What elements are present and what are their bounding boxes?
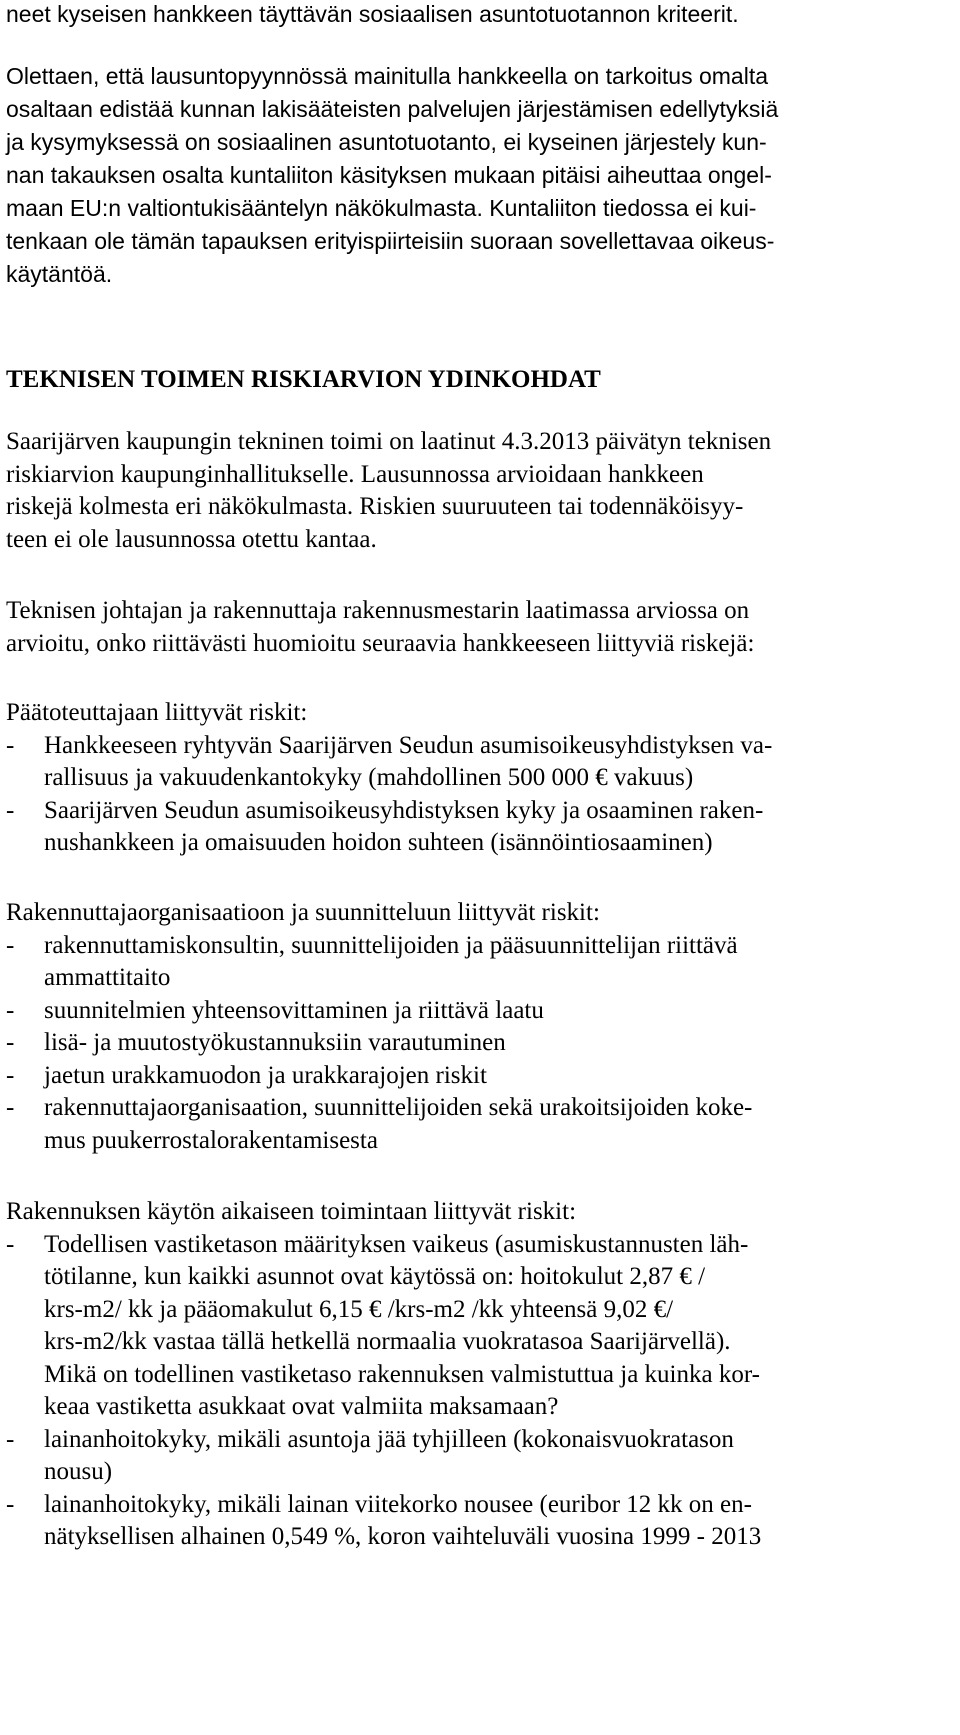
text-line: tötilanne, kun kaikki asunnot ovat käytössä on: hoitokulut 2,87 € / — [44, 1263, 706, 1290]
text-line: riskejä kolmesta eri näkökulmasta. Riskien suuruuteen tai todennäköisyy- — [6, 493, 744, 520]
text-line: Saarijärven kaupungin tekninen toimi on laatinut 4.3.2013 päivätyn teknisen — [6, 428, 772, 455]
list-dash: - — [6, 931, 15, 959]
text-line: lisä- ja muutostyökustannuksiin varautuminen — [44, 1029, 506, 1056]
text-line: riskiarvion kaupunginhallitukselle. Lausunnossa arvioidaan hankkeen — [6, 460, 704, 488]
text-line: teen ei ole lausunnossa otettu kantaa. — [6, 525, 377, 553]
text-line: jaetun urakkamuodon ja urakkarajojen riskit — [44, 1061, 487, 1089]
list-dash: - — [6, 1094, 15, 1121]
section-title: Rakennuttajaorganisaatioon ja suunnitteluun liittyvät riskit: — [6, 899, 600, 926]
list-item — [6, 1489, 946, 1554]
text-line: krs-m2/kk vastaa tällä hetkellä normaalia vuokratasoa Saarijärvellä). — [44, 1328, 731, 1355]
list-item — [6, 1060, 946, 1093]
list-dash: - — [6, 1230, 15, 1258]
text-line: lainanhoitokyky, mikäli asuntoja jää tyhjilleen (kokonaisvuokratason — [44, 1425, 734, 1453]
list-item — [6, 1092, 946, 1157]
intro-fragment — [6, 0, 946, 31]
text-line: käytäntöä. — [6, 261, 113, 287]
list-item — [6, 1027, 946, 1060]
paragraph-arvio — [6, 595, 946, 660]
list-item — [6, 730, 946, 795]
text-line: rakennuttajaorganisaation, suunnittelijoiden sekä urakoitsijoiden koke- — [44, 1094, 753, 1121]
text-line: Saarijärven Seudun asumisoikeusyhdistyksen kyky ja osaaminen raken- — [44, 796, 764, 824]
section-title: Rakennuksen käytön aikaiseen toimintaan liittyvät riskit: — [6, 1198, 577, 1225]
text-line: neet kyseisen hankkeen täyttävän sosiaalisen asuntotuotannon kriteerit. — [6, 1, 739, 27]
list-item — [6, 930, 946, 995]
risk-section-paatoteuttaja — [6, 697, 946, 860]
list-dash: - — [6, 996, 15, 1024]
text-line: suunnitelmien yhteensovittaminen ja riittävä laatu — [44, 996, 544, 1024]
risk-section-kaytto — [6, 1196, 946, 1554]
paragraph-riskiarvio — [6, 426, 946, 556]
list-item — [6, 995, 946, 1028]
text-line: arvioitu, onko riittävästi huomioitu seuraavia hankkeeseen liittyviä riskejä: — [6, 629, 755, 657]
risk-section-rakennuttaja — [6, 897, 946, 1157]
paragraph-kuntaliitto — [6, 60, 946, 291]
list-dash: - — [6, 1061, 15, 1089]
list-dash: - — [6, 1425, 15, 1453]
list-item — [6, 1229, 946, 1424]
text-line: ammattitaito — [44, 964, 171, 991]
text-line: krs-m2/ kk ja pääomakulut 6,15 € /krs-m2 /kk yhteensä 9,02 €/ — [44, 1295, 674, 1323]
text-line: tenkaan ole tämän tapauksen erityispiirteisiin suoraan sovellettavaa oikeus- — [6, 228, 775, 254]
text-line: lainanhoitokyky, mikäli lainan viitekorko nousee (euribor 12 kk on en- — [44, 1490, 752, 1518]
text-line: maan EU:n valtiontukisääntelyn näkökulmasta. Kuntaliiton tiedossa ei kui- — [6, 195, 757, 221]
text-line: osaltaan edistää kunnan lakisääteisten palvelujen järjestämisen edellytyksiä — [6, 96, 779, 122]
text-line: mus puukerrostalorakentamisesta — [44, 1126, 378, 1154]
list-item — [6, 795, 946, 860]
text-line: nan takauksen osalta kuntaliiton käsityksen mukaan pitäisi aiheuttaa ongel- — [6, 162, 772, 188]
text-line: nousu) — [44, 1458, 113, 1485]
section-heading: TEKNISEN TOIMEN RISKIARVION YDINKOHDAT — [6, 366, 601, 393]
text-line: keaa vastiketta asukkaat ovat valmiita maksamaan? — [44, 1393, 559, 1420]
text-line: Todellisen vastiketason määrityksen vaikeus (asumiskustannusten läh- — [44, 1230, 749, 1258]
list-dash: - — [6, 1490, 15, 1518]
text-line: rallisuus ja vakuudenkantokyky (mahdollinen 500 000 € vakuus) — [44, 764, 694, 791]
list-dash: - — [6, 731, 15, 759]
list-dash: - — [6, 796, 15, 824]
text-line: Hankkeeseen ryhtyvän Saarijärven Seudun asumisoikeusyhdistyksen va- — [44, 731, 773, 759]
text-line: ja kysymyksessä on sosiaalinen asuntotuotanto, ei kyseinen järjestely kun- — [6, 129, 767, 155]
text-line: nushankkeen ja omaisuuden hoidon suhteen (isännöintiosaaminen) — [44, 829, 713, 856]
list-dash: - — [6, 1029, 15, 1056]
list-item — [6, 1424, 946, 1489]
text-line: Olettaen, että lausuntopyynnössä mainitulla hankkeella on tarkoitus omalta — [6, 63, 769, 89]
text-line: Teknisen johtajan ja rakennuttaja rakennusmestarin laatimassa arviossa on — [6, 597, 750, 624]
section-title: Päätoteuttajaan liittyvät riskit: — [6, 699, 308, 726]
text-line: Mikä on todellinen vastiketaso rakennuksen valmistuttua ja kuinka kor- — [44, 1360, 761, 1388]
text-line: nätyksellisen alhainen 0,549 %, koron vaihteluväli vuosina 1999 - 2013 — [44, 1523, 762, 1550]
text-line: rakennuttamiskonsultin, suunnittelijoiden ja pääsuunnittelijan riittävä — [44, 931, 738, 959]
